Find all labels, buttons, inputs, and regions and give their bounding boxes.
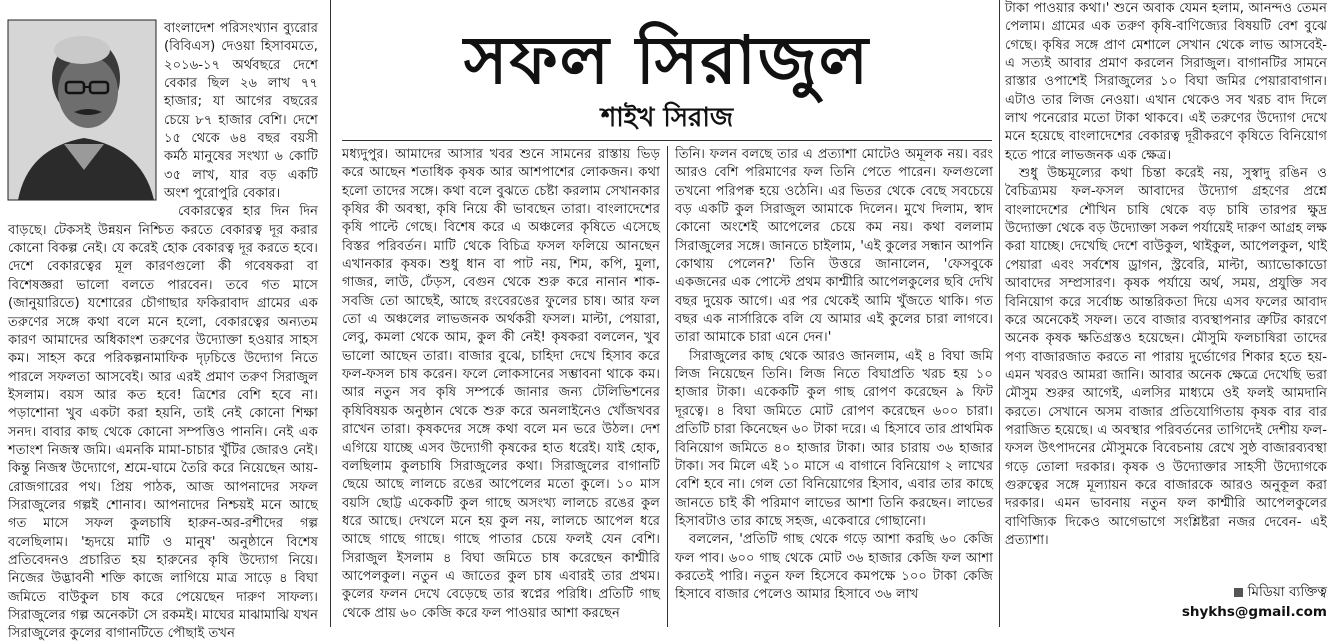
- column-2: [342, 146, 660, 624]
- article-byline: শাইখ সিরাজ: [600, 103, 734, 133]
- column-rule: [999, 0, 1000, 627]
- author-email[interactable]: shykhs@gmail.com: [1181, 604, 1327, 620]
- column-4: [1005, 0, 1327, 578]
- col4-para-1: টাকা পাওয়ার কথা।' শুনে অবাক যেমন হলাম, আনন্দও তেমন পেলাম। গ্রামের এক তরুণ কৃষি-বাণিজ্যের বিষয়টি বেশ বুঝে গেছে। কৃষির সঙ্গে প্রাণ মেশালে সেখান থেকে লাভ আসবেই- এ সত্যই আবার প্রমাণ করলেন সিরাজুল। বাগানটির সামনে রাস্তার ওপাশেই সিরাজুলের ১০ বিঘা জমির পেয়ারাবাগান। এটাও তার লিজ নেওয়া। এখান থেকেও সব খরচ বাদ দিলে লাখ পনেরোর মতো টাকা থাকবে। এই তরুণের উদ্যোগ দেখে মনে হয়েছে বাংলাদেশের বেকারত্ব দূরীকরণে কৃষিতে বিনিয়োগ হতে পারে লাভজনক এক ক্ষেত্র।: [1005, 1, 1327, 163]
- author-contact: [1005, 582, 1327, 622]
- col3-para-3: বললেন, 'প্রতিটি গাছ থেকে গড়ে আশা করছি ৬০ কেজি ফল পাব। ৬০০ গাছ থেকে মোট ৩৬ হাজার কেজি ফল আশা করতেই পারি। নতুন ফল হিসেবে কমপক্ষে ১০০ টাকা কেজি হিসাবে বাজার পেলেও আমার হিসাবে ৩৬ লাখ: [675, 532, 993, 603]
- column-rule: [667, 146, 668, 627]
- col3-para-2: সিরাজুলের কাছ থেকে আরও জানলাম, এই ৪ বিঘা জমি লিজ নিয়েছেন তিনি। লিজ নিতে বিঘাপ্রতি খরচ হয় ১০ হাজার টাকা। একেকটি কুল গাছ রোপণ করেছেন ৯ ফিট দূরত্বে। ৪ বিঘা জমিতে মোট রোপণ করেছেন ৬০০ চারা। প্রতিটি চারা কিনেছেন ৬০ টাকা দরে। এ হিসাবে তার প্রাথমিক বিনিয়োগ জমিতে ৪০ হাজার টাকা। আর চারায় ৩৬ হাজার টাকা। সব মিলে এই ১০ মাসে এ বাগানে বিনিয়োগ ২ লাখের বেশি হবে না। গেল তো বিনিয়োগের হিসাব, এবার তার কাছে জানতে চাই কী পরিমাণ লাভের আশা তিনি করছেন। লাভের হিসাবটাও তার কাছে সহজ, একেবারে গোছানো।: [675, 348, 993, 529]
- author-photo: [8, 20, 156, 200]
- column-rule: [330, 0, 331, 627]
- article-title: সফল সিরাজুল: [463, 21, 871, 99]
- col1-para-2: বেকারত্বের হার দিন দিন বাড়ছে। টেকসই উন্নয়ন নিশ্চিত করতে বেকারত্ব দূর করার কোনো বিকল্প নেই। যে করেই হোক বেকারত্ব দূর করতে হবে। দেশে বেকারত্বের মূল কারণগুলো কী গবেষকরা বা বিশেষজ্ঞরা ভালো বলতে পারবেন। তবে গত মাসে (জানুয়ারিতে) যশোরের চৌগাছার ফকিরাবাদ গ্রামের এক তরুণের সঙ্গে কথা বলে মনে হলো, বেকারত্বের অন্যতম কারণ আমাদের অধিকাংশ তরুণের উদ্যোক্তা হওয়ার সাহস কম। সাহস করে পরিকল্পনামাফিক দৃঢ়চিত্তে উদ্যোগ নিতে পারলে সফলতা আসবেই। আর এরই প্রমাণ তরুণ সিরাজুল ইসলাম। বয়স আর কত হবে! ত্রিশের বেশি হবে না। পড়াশোনা খুব একটা করা হয়নি, তাই নেই কোনো শিক্ষা সনদ। বাবার কাছ থেকে কোনো সম্পত্তিও পাননি। নেই এক শতাংশ নিজস্ব জমি। এমনকি মামা-চাচার খুঁটির জোরও নেই। কিন্তু নিজস্ব উদ্যোগে, শ্রমে-ঘামে তৈরি করে নিয়েছেন আয়-রোজগারের পথ। প্রিয় পাঠক, আজ আপনাদের সফল সিরাজুলের গল্পই শোনাব। আপনাদের নিশ্চয়ই মনে আছে গত মাসে সফল কুলচাষি হারুন-অর-রশীদের গল্প বলেছিলাম। 'হৃদয়ে মাটি ও মানুষ' অনুষ্ঠানে বিশেষ প্রতিবেদনও প্রচারিত হয় হারুনের কৃষি উদ্যোগ নিয়ে। নিজের উদ্ভাবনী শক্তি কাজে লাগিয়ে মাত্র সাড়ে ৪ বিঘা জমিতে বাউকুল চাষ করে পেয়েছেন দারুণ সাফল্য। সিরাজুলের গল্প অনেকটা সে রকমই। মাঘের মাঝামাঝি যখন সিরাজুলের কুলের বাগানটিতে পৌছাই তখন: [8, 204, 318, 642]
- headline-divider: [342, 140, 992, 141]
- author-role-line: [1005, 582, 1327, 602]
- col4-para-2: শুধু উচ্চমূল্যের কথা চিন্তা করেই নয়, সুস্বাদু রঙিন ও বৈচিত্র্যময় ফল-ফসল আবাদের উদ্যোগ গ্রহণের প্রশ্নে বাংলাদেশের শৌখিন চাষি থেকে বড় চাষি তারপর ক্ষুদ্র উদ্যোক্তা থেকে বড় উদ্যোক্তা সকল পর্যায়েই দারুণ আগ্রহ লক্ষ করা যাচ্ছে। দেখেছি দেশে বাউকুল, থাইকুল, আপেলকুল, থাই পেয়ারা এবং সর্বশেষ ড্রাগন, স্ট্রবেরি, মাল্টা, অ্যাভোকাডো আবাদের সম্প্রসারণ। কৃষক পর্যায়ে অর্থ, সময়, প্রযুক্তি সব বিনিয়োগ করে সর্বোচ্চ আন্তরিকতা দিয়ে এসব ফলের আবাদ করে অনেকেই সফল। তবে বাজার ব্যবস্থাপনার ত্রুটির কারণে অনেক কৃষক ক্ষতিগ্রস্তও হয়েছেন। মৌসুমি ফলচাষিরা তাদের পণ্য বাজারজাত করতে না পারায় দুর্ভোগের শিকার হতে হয়- এমন খবরও আমরা জানি। আবার অনেক ক্ষেত্রে দেখেছি ভরা মৌসুম শুরুর আগেই, এলসির মাধ্যমে ওই ফলই আমদানি করতে। সেখানে অসম বাজার প্রতিযোগিতায় কৃষক বার বার পরাজিত হয়েছে। এ অবস্থার পরিবর্তনের তাগিদেই দেশীয় ফল-ফসল উৎপাদনের মৌসুমকে বিবেচনায় রেখে সুষ্ঠ বাজারব্যবস্থা গড়ে তোলা দরকার। কৃষক ও উদ্যোক্তার সাহসী উদ্যোগকে গুরুত্বের সঙ্গে মূল্যায়ন করে বাজারকে আরও অনুকূল করা দরকার। এমন ভাবনায় নতুন ফল কাশ্মীরি আপেলকুলের বাণিজ্যিক দিকেও আগেভাগে সংশ্লিষ্টরা নজর দেবেন- এই প্রত্যাশা।: [1005, 166, 1327, 548]
- col3-para-1: তিনি। ফলন বলছে তার এ প্রত্যাশা মোটেও অমূলক নয়। বরং আরও বেশি পরিমাণের ফল তিনি পেতে পারেন। ফলগুলো তখনো পরিপক্ব হয়ে ওঠেনি। এর ভিতর থেকে বেছে সবচেয়ে বড় একটি কুল সিরাজুল আমাকে দিলেন। মুখে দিলাম, স্বাদ কোনো অংশেই আপেলের চেয়ে কম নয়। কথা বললাম সিরাজুলের সঙ্গে। জানতে চাইলাম, 'এই কুলের সন্ধান আপনি কোথায় পেলেন?' তিনি উত্তরে জানালেন, 'ফেসবুকে একজনের এক পোস্টে প্রথম কাশ্মীরি আপেলকুলের ছবি দেখি বছর দুয়েক আগে। এর পর থেকেই আমি খুঁজতে থাকি। গত বছর এক নার্সারিকে বলি যে আমার এই কুলের চারা লাগবে। তারা আমাকে চারা এনে দেন।': [675, 147, 993, 346]
- column-1: [8, 0, 318, 642]
- square-bullet-icon: [1234, 588, 1243, 597]
- author-role: মিডিয়া ব্যক্তিত্ব: [1247, 584, 1327, 600]
- column-3: [675, 146, 993, 624]
- col2-para-1: মধ্যদুপুর। আমাদের আসার খবর শুনে সামনের রাস্তায় ভিড় করে আছেন শতাধিক কৃষক আর আশপাশের লোকজন। কথা হলো তাদের সঙ্গে। কথা বলে বুঝতে চেষ্টা করলাম সেখানকার কৃষির কী অবস্থা, কৃষি নিয়ে কী ভাবছেন তারা। বাংলাদেশের কৃষি পাল্টে গেছে। বিশেষ করে এ অঞ্চলের কৃষিতে এসেছে বিস্তর পরিবর্তন। মাটি থেকে বিচিত্র ফসল ফলিয়ে আনছেন এখানকার কৃষক। শুধু ধান বা পাট নয়, শিম, কপি, মুলা, গাজর, লাউ, ঢেঁড়স, বেগুন থেকে শুরু করে নানান শাক-সবজি তো আছেই, আছে রংবেরঙের ফুলের চাষ। আর ফল তো এ অঞ্চলের লাভজনক অর্থকরী ফসল। মাল্টা, পেয়ারা, লেবু, কমলা থেকে আম, কুল কী নেই! কৃষকরা বললেন, খুব ভালো আছেন তারা। বাজার বুঝে, চাহিদা দেখে হিসাব করে ফল-ফসল চাষ করেন। ফলে লোকসানের সম্ভাবনা থাকে কম। আর নতুন সব কৃষি সম্পর্কে জানার জন্য টেলিভিশনের কৃষিবিষয়ক অনুষ্ঠান থেকে শুরু করে অনলাইনেও খোঁজখবর রাখেন তারা। কৃষকদের সঙ্গে কথা বলে মন ভরে উঠল। দেশ এগিয়ে যাচ্ছে এসব উদ্যোগী কৃষকের হাত ধরেই। যাই হোক, বলছিলাম কুলচাষি সিরাজুলের কথা। সিরাজুলের বাগানটি ছেয়ে আছে লালচে রঙের আপেলের মতো কুলে। ১০ মাস বয়সি ছোট্ট একেকটি কুল গাছে অসংখ্য লালচে রঙের কুল ধরে আছে। দেখলে মনে হয় কুল নয়, লালচে আপেল ধরে আছে গাছে গাছে। গাছে পাতার চেয়ে ফলই যেন বেশি। সিরাজুল ইসলাম ৪ বিঘা জমিতে চাষ করেছেন কাশ্মীরি আপেলকুল। নতুন এ জাতের কুল চাষ এবারই তার প্রথম। কুলের ফলন দেখে বেড়েছে তার স্বপ্নের পরিধি। প্রতিটি গাছ থেকে প্রায় ৬০ কেজি করে ফল পাওয়ার আশা করছেন: [342, 147, 660, 621]
- col1-para-1: বাংলাদেশ পরিসংখ্যান ব্যুরোর (বিবিএস) দেওয়া হিসাবমতে, ২০১৬-১৭ অর্থবছরে দেশে বেকার ছিল ২৬ লাখ ৭৭ হাজার; যা আগের বছরের চেয়ে ৮৭ হাজার বেশি। দেশে ১৫ থেকে ৬৪ বছর বয়সী কর্মঠ মানুষের সংখ্যা ৬ কোটি ৩৫ লাখ, যার বড় একটি অংশ পুরোপুরি বেকার।: [164, 21, 318, 202]
